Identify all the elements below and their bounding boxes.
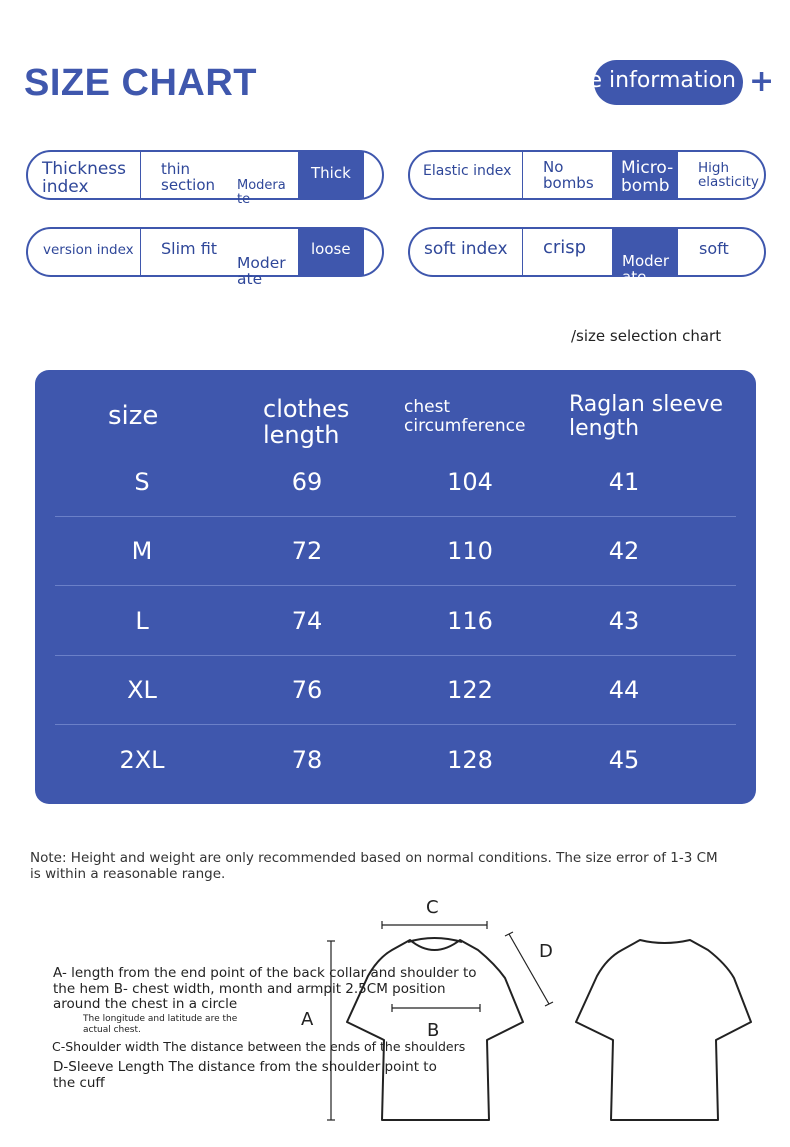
- length-cell: 78: [291, 746, 323, 774]
- thickness-index-scale: [26, 150, 384, 207]
- size-cell: 2XL: [119, 746, 165, 774]
- thickness-option-thick-selected: Thick: [298, 152, 364, 198]
- elastic-index-scale: [408, 150, 766, 200]
- sleeve-cell: 42: [608, 537, 640, 565]
- header-chest-circumference: chest circumference: [404, 397, 526, 436]
- length-cell: 76: [291, 676, 323, 704]
- size-cell: S: [134, 468, 150, 496]
- table-row: [35, 448, 756, 517]
- measure-a-small-note: The longitude and latitude are the actual chest.: [83, 1014, 238, 1035]
- table-row: [35, 517, 756, 586]
- sleeve-cell: 41: [608, 468, 640, 496]
- thickness-option-thin: thin section Modera te: [140, 152, 298, 198]
- sleeve-cell: 44: [608, 676, 640, 704]
- plus-icon[interactable]: +: [749, 64, 775, 99]
- header-clothes-length: clothes length: [263, 395, 350, 450]
- size-cell: M: [131, 537, 153, 565]
- soft-index-scale: [408, 227, 766, 286]
- header-size: size: [108, 401, 159, 431]
- sleeve-cell: 43: [608, 607, 640, 635]
- size-cell: L: [135, 607, 149, 635]
- length-cell: 74: [291, 607, 323, 635]
- elastic-option-no-bombs: No bombs: [522, 152, 612, 198]
- elastic-option-micro-bomb-selected: Micro- bomb: [612, 152, 678, 198]
- soft-option-soft: soft: [699, 239, 729, 258]
- chest-cell: 116: [447, 607, 493, 635]
- chest-cell: 128: [447, 746, 493, 774]
- measure-d-description: D-Sleeve Length The distance from the shoulder point to the cuff: [53, 1059, 437, 1091]
- elastic-index-label: Elastic index: [423, 163, 512, 179]
- chest-cell: 110: [447, 537, 493, 565]
- soft-option-moderate-selected: Moder ate: [612, 229, 678, 275]
- table-row: [35, 587, 756, 656]
- table-row: [35, 726, 756, 795]
- size-table: [35, 370, 756, 804]
- label-b: B: [427, 1020, 440, 1041]
- label-c: C: [426, 897, 439, 918]
- row-divider: [55, 724, 736, 725]
- label-d: D: [539, 941, 553, 962]
- version-option-slim-fit: Slim fit Moder ate: [140, 229, 298, 275]
- version-index-label: version index: [43, 242, 134, 258]
- chest-cell: 104: [447, 468, 493, 496]
- measure-a-description: A- length from the end point of the back collar and shoulder to the hem B- chest width, month and armpit 2.5CM position around the chest in a circle: [53, 965, 477, 1012]
- thickness-index-label: Thickness index: [42, 159, 127, 197]
- length-cell: 69: [291, 468, 323, 496]
- label-a: A: [301, 1009, 314, 1030]
- version-option-loose-selected: loose: [298, 229, 364, 275]
- chest-cell: 122: [447, 676, 493, 704]
- elastic-option-high-elasticity: High elasticity: [698, 160, 759, 191]
- size-information-button[interactable]: [559, 60, 743, 105]
- size-cell: XL: [127, 676, 157, 704]
- size-information-label: size information: [559, 68, 736, 93]
- size-selection-chart-subtitle: /size selection chart: [571, 327, 722, 345]
- measure-c-description: C-Shoulder width The distance between the ends of the shoulders: [52, 1039, 466, 1054]
- size-note: Note: Height and weight are only recommended based on normal conditions. The size error of 1-3 CM is within a reasonable range.: [30, 850, 718, 882]
- row-divider: [55, 585, 736, 586]
- header-raglan-sleeve-length: Raglan sleeve length: [569, 392, 723, 442]
- soft-option-crisp: crisp: [522, 229, 612, 275]
- page-title: SIZE CHART: [24, 62, 257, 104]
- soft-index-label: soft index: [424, 239, 508, 259]
- sleeve-cell: 45: [608, 746, 640, 774]
- length-cell: 72: [291, 537, 323, 565]
- table-row: [35, 656, 756, 725]
- version-index-scale: [26, 227, 384, 289]
